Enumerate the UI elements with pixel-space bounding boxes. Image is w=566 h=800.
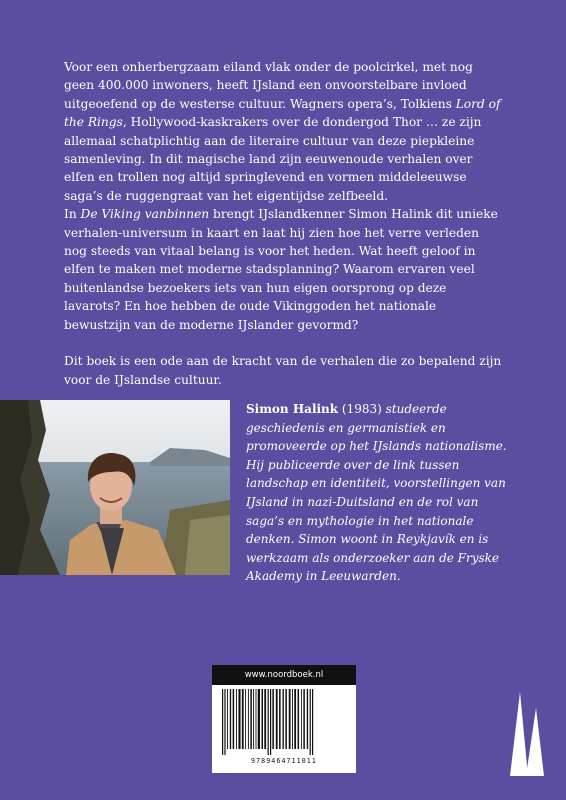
book-title: De Viking vanbinnen [80,207,210,222]
barcode-bar [283,689,284,749]
author-bio-text: studeerde geschiedenis en germanistiek en promoveerde op het IJslands nationalisme. Hij publiceerde over de link tussen landschap en identiteit, voorstellingen van IJsland in nazi-Duitsland en de rol van saga’s en mythologie in het nationale denken. Simon woont in Reykjavík en is werkzaam als onderzoeker aan de Fryske Akademy in Leeuwarden. [246,402,507,584]
barcode-bar [230,689,231,749]
publisher-url: www.noordboek.nl [212,665,356,685]
barcode-bar [262,689,264,749]
barcode-bar [250,689,252,749]
barcode-bar [276,689,278,749]
barcode-bar [279,689,281,749]
barcode-bar [268,689,269,755]
barcode-bar [310,689,311,755]
barcode-bar [312,689,313,755]
title-lord-of-the-rings: Lord of the Rings [64,96,501,130]
isbn-number: 9789464711011 [251,757,317,765]
barcode-bar [294,689,296,749]
barcode-bar [238,689,240,749]
barcode-bar [222,689,223,755]
barcode-bar [307,689,308,749]
barcode-bar [264,689,266,749]
barcode-bar [303,689,305,749]
barcode-bar [270,689,271,755]
blurb-paragraph-3: Dit boek is een ode aan de kracht van de verhalen die zo bepalend zijn voor de IJslandse cultuur. [64,354,502,387]
author-photo [0,400,230,575]
barcode-bar [236,689,237,749]
barcode-bar [242,689,244,749]
barcode-bar [289,689,291,749]
barcode-bar [292,689,293,749]
barcode-panel [212,665,356,773]
barcode-bar [285,689,287,749]
back-cover-blurb [64,58,504,389]
isbn-barcode [222,689,346,755]
author-birth-year: (1983) [338,402,386,416]
barcode-bar [245,689,246,749]
barcode-bar [224,689,225,755]
author-bio [246,400,516,586]
blurb-paragraph-1: Voor een onherbergzaam eiland vlak onder de poolcirkel, met nog geen 400.000 inwoners, heeft IJsland een onvoorstelbare invloed uitgeoefend op de westerse cultuur. Wagners opera’s, Tolkiens Lord of the Rings, Hollywood-kaskrakers over de dondergod Thor … ze zijn allemaal schatplichtig aan de literaire cultuur van deze piepkleine samenleving. In dit magische land zijn eeuwenoude verhalen over elfen en trollen nog altijd springlevend en vormen middeleeuwse saga’s de ruggengraat van het eigentijdse zelfbeeld. [64,60,501,203]
barcode-bar [298,689,300,749]
barcode-bar [272,689,274,749]
barcode-bar [256,689,257,749]
barcode-bar [253,689,254,749]
barcode-bar [301,689,302,749]
barcode-bar [258,689,260,749]
barcode-bar [227,689,228,749]
author-photo-illustration [0,400,230,575]
barcode-bar [248,689,249,749]
publisher-logo-icon [508,688,546,776]
barcode-bar [233,689,235,749]
author-name: Simon Halink [246,402,339,416]
blurb-paragraph-2: In De Viking vanbinnen brengt IJslandkenner Simon Halink dit unieke verhalen-universum in kaart en laat hij zien hoe het verre verleden nog steeds van vitaal belang is voor het heden. Wat heeft geloof in elfen te maken met moderne stadsplanning? Waarom ervaren veel buitenlandse bezoekers iets van hun eigen oorsprong op deze lavarots? En hoe hebben de oude Vikinggoden het nationale bewustzijn van de moderne IJslander gevormd? [64,207,498,332]
